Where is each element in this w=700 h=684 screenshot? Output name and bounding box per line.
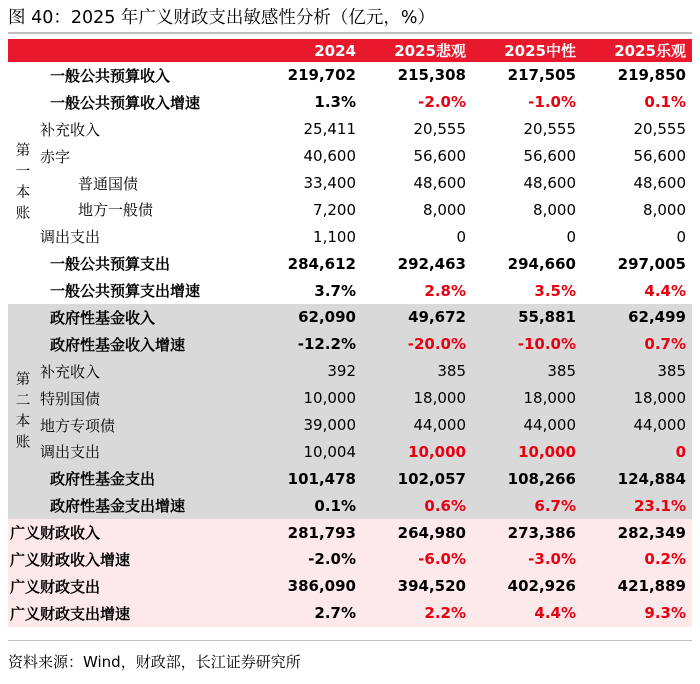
table-row — [8, 331, 692, 358]
cell-value: 394,520 — [362, 573, 472, 600]
cell-value: 56,600 — [523, 147, 576, 166]
row-label: 补充收入 — [40, 120, 101, 139]
cell-value: 40,600 — [303, 147, 356, 166]
group-spacer — [8, 250, 38, 277]
cell-value: 102,057 — [362, 465, 472, 492]
cell-value: 219,850 — [617, 66, 686, 85]
cell-value: 108,266 — [472, 465, 582, 492]
cell-value: 18,000 — [582, 385, 692, 412]
cell-value: 215,308 — [397, 66, 466, 85]
row-label: 调出支出 — [40, 228, 101, 247]
cell-value: 4.4% — [472, 600, 582, 627]
row-label: 调出支出 — [38, 438, 252, 465]
cell-value: 10,000 — [362, 438, 472, 465]
row-label: 政府性基金支出 — [38, 465, 252, 492]
cell-value: 385 — [472, 358, 582, 385]
cell-value: 0 — [566, 227, 576, 246]
cell-value: 6.7% — [472, 492, 582, 519]
cell-value: -2.0% — [252, 546, 362, 573]
cell-value: 264,980 — [362, 519, 472, 546]
table-row — [8, 304, 692, 331]
table-row — [8, 89, 692, 116]
group-spacer — [8, 277, 38, 304]
cell-value: -3.0% — [472, 546, 582, 573]
cell-value: 284,612 — [287, 254, 356, 273]
table-row — [8, 196, 692, 223]
cell-value: 62,090 — [252, 304, 362, 331]
cell-value: 2.8% — [424, 281, 466, 300]
row-label: 一般公共预算支出 — [50, 255, 171, 274]
group-spacer — [8, 89, 38, 116]
cell-value: 10,000 — [252, 385, 362, 412]
row-label: 广义财政支出增速 — [8, 600, 252, 627]
row-label: 补充收入 — [38, 358, 252, 385]
group-label-first-ledger — [8, 116, 38, 250]
row-label: 广义财政支出 — [8, 573, 252, 600]
cell-value: 385 — [582, 358, 692, 385]
cell-value: 386,090 — [252, 573, 362, 600]
row-label: 一般公共预算收入增速 — [50, 93, 201, 112]
table-row — [8, 385, 692, 412]
cell-value: 48,600 — [523, 174, 576, 192]
group-label-text: 第二本账 — [15, 371, 31, 451]
row-label: 政府性基金收入 — [38, 304, 252, 331]
group-spacer — [8, 492, 38, 519]
cell-value: 402,926 — [472, 573, 582, 600]
row-label: 特别国债 — [38, 385, 252, 412]
cell-value: 18,000 — [472, 385, 582, 412]
row-label: 政府性基金收入增速 — [38, 331, 252, 358]
cell-value: 1,100 — [313, 227, 356, 246]
cell-value: 44,000 — [582, 412, 692, 439]
cell-value: 10,000 — [472, 438, 582, 465]
table-row — [8, 358, 692, 385]
bottom-divider — [8, 640, 692, 641]
header-2025-neutral: 2025中性 — [472, 39, 582, 62]
table-row — [8, 492, 692, 519]
cell-value: 44,000 — [362, 412, 472, 439]
table-row — [8, 412, 692, 439]
header-2025-pessimistic: 2025悲观 — [362, 39, 472, 62]
figure-title: 图 40：2025 年广义财政支出敏感性分析（亿元，%） — [8, 8, 436, 28]
cell-value: 56,600 — [633, 147, 686, 166]
header-row — [8, 39, 692, 62]
cell-value: 0.6% — [362, 492, 472, 519]
cell-value: -6.0% — [362, 546, 472, 573]
cell-value: 421,889 — [582, 573, 692, 600]
cell-value: -10.0% — [472, 331, 582, 358]
row-label: 地方一般债 — [78, 201, 154, 220]
cell-value: 124,884 — [582, 465, 692, 492]
cell-value: 101,478 — [252, 465, 362, 492]
header-2025-optimistic: 2025乐观 — [582, 39, 692, 62]
group-spacer — [8, 62, 38, 89]
cell-value: 20,555 — [523, 120, 576, 139]
fiscal-sensitivity-table — [8, 39, 692, 627]
table-row — [8, 250, 692, 277]
source-note: 资料来源：Wind，财政部，长江证券研究所 — [8, 653, 301, 671]
cell-value: 1.3% — [314, 93, 356, 112]
table-row — [8, 519, 692, 546]
cell-value: 8,000 — [423, 200, 466, 219]
cell-value: 282,349 — [582, 519, 692, 546]
cell-value: 20,555 — [633, 120, 686, 139]
cell-value: 281,793 — [252, 519, 362, 546]
cell-value: -20.0% — [362, 331, 472, 358]
cell-value: 10,004 — [252, 438, 362, 465]
table-row — [8, 143, 692, 170]
table-row — [8, 277, 692, 304]
cell-value: 25,411 — [303, 120, 356, 139]
group-label-second-ledger — [8, 358, 38, 466]
cell-value: 49,672 — [362, 304, 472, 331]
cell-value: 62,499 — [582, 304, 692, 331]
cell-value: 56,600 — [413, 147, 466, 166]
row-label: 普通国债 — [78, 174, 139, 193]
row-label: 地方专项债 — [38, 412, 252, 439]
group-spacer — [8, 331, 38, 358]
header-label — [8, 39, 252, 62]
row-label: 一般公共预算支出增速 — [50, 282, 201, 301]
cell-value: 39,000 — [252, 412, 362, 439]
cell-value: 48,600 — [633, 174, 686, 192]
cell-value: 217,505 — [507, 66, 576, 85]
cell-value: 48,600 — [413, 174, 466, 192]
row-label: 政府性基金支出增速 — [38, 492, 252, 519]
cell-value: 7,200 — [313, 200, 356, 219]
cell-value: 392 — [252, 358, 362, 385]
cell-value: -2.0% — [418, 93, 466, 112]
cell-value: 20,555 — [413, 120, 466, 139]
cell-value: 2.7% — [252, 600, 362, 627]
row-label: 广义财政收入增速 — [8, 546, 252, 573]
cell-value: 0 — [582, 438, 692, 465]
row-label: 一般公共预算收入 — [50, 66, 171, 85]
table-row — [8, 546, 692, 573]
title-divider — [8, 32, 692, 34]
group-spacer — [8, 304, 38, 331]
cell-value: 273,386 — [472, 519, 582, 546]
cell-value: 297,005 — [617, 254, 686, 273]
cell-value: 0 — [676, 227, 686, 246]
table-row — [8, 438, 692, 465]
cell-value: 23.1% — [582, 492, 692, 519]
cell-value: -1.0% — [528, 93, 576, 112]
cell-value: 33,400 — [303, 174, 356, 192]
cell-value: -12.2% — [252, 331, 362, 358]
table-row — [8, 465, 692, 492]
row-label: 广义财政收入 — [8, 519, 252, 546]
cell-value: 2.2% — [362, 600, 472, 627]
header-2024: 2024 — [252, 39, 362, 62]
cell-value: 44,000 — [472, 412, 582, 439]
table-row — [8, 116, 692, 143]
cell-value: 9.3% — [582, 600, 692, 627]
cell-value: 3.5% — [534, 281, 576, 300]
table-row — [8, 600, 692, 627]
cell-value: 8,000 — [533, 200, 576, 219]
cell-value: 219,702 — [287, 66, 356, 85]
cell-value: 0.7% — [582, 331, 692, 358]
table-row — [8, 573, 692, 600]
cell-value: 0.2% — [582, 546, 692, 573]
cell-value: 292,463 — [397, 254, 466, 273]
cell-value: 294,660 — [507, 254, 576, 273]
cell-value: 0.1% — [644, 93, 686, 112]
table-row — [8, 223, 692, 250]
cell-value: 18,000 — [362, 385, 472, 412]
table-row — [8, 170, 692, 197]
group-spacer — [8, 465, 38, 492]
cell-value: 0 — [456, 227, 466, 246]
cell-value: 55,881 — [472, 304, 582, 331]
cell-value: 3.7% — [314, 281, 356, 300]
row-label: 赤字 — [40, 147, 71, 166]
table-row — [8, 62, 692, 89]
cell-value: 4.4% — [644, 281, 686, 300]
cell-value: 0.1% — [252, 492, 362, 519]
cell-value: 8,000 — [643, 200, 686, 219]
cell-value: 385 — [362, 358, 472, 385]
group-label-text: 第一本账 — [15, 143, 31, 222]
